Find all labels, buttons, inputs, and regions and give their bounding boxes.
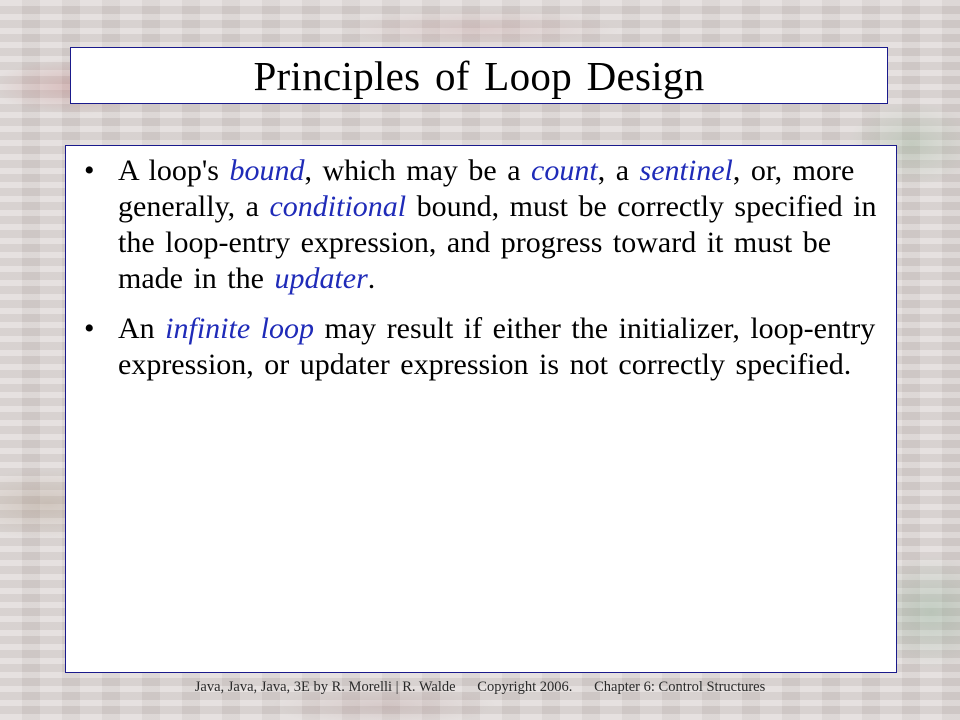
emphasis-term: count: [531, 154, 598, 187]
emphasis-term: updater: [274, 262, 368, 295]
title-box: [70, 47, 888, 104]
emphasis-term: sentinel: [639, 154, 733, 187]
emphasis-term: bound: [229, 154, 305, 187]
bullet-item: [84, 311, 884, 383]
bullet-text-part: , which may be a: [304, 154, 532, 187]
bullet-text-part: .: [367, 262, 376, 295]
bullet-dot-icon: •: [84, 312, 95, 345]
footer-copyright: Copyright 2006.: [477, 679, 573, 695]
bullet-text-part: A loop's: [118, 154, 230, 187]
emphasis-term: infinite loop: [165, 312, 314, 345]
footer-chapter: Chapter 6: Control Structures: [594, 679, 766, 695]
bullet-text-part: An: [118, 312, 166, 345]
bullet-dot-icon: •: [84, 154, 95, 187]
content-box: [65, 145, 897, 673]
bullet-item: [84, 153, 884, 297]
bullet-list: [84, 153, 884, 397]
footer-author: Java, Java, Java, 3E by R. Morelli | R. Walde: [194, 679, 456, 695]
bullet-text-part: bound, must be correctly specified in the loop-entry expression, and progress toward it must be made in the: [118, 190, 877, 295]
footer: [0, 679, 960, 696]
bullet-text-part: may result if either the initializer, loop-entry expression, or updater expression is not correctly specified.: [118, 312, 876, 381]
emphasis-term: conditional: [269, 190, 407, 223]
slide-title: Principles of Loop Design: [253, 52, 705, 99]
bullet-text-part: , a: [597, 154, 640, 187]
bullet-text-part: , or, more generally, a: [118, 154, 855, 223]
